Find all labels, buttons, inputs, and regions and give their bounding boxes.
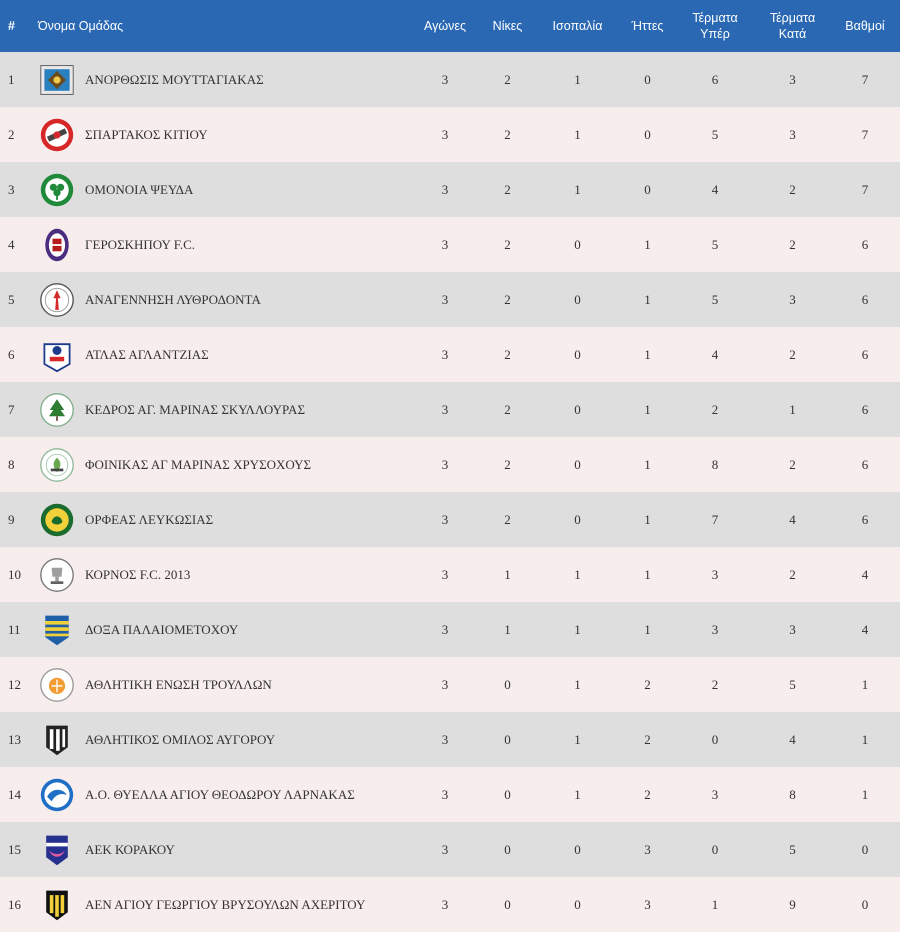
draws-cell: 0 xyxy=(574,236,581,252)
goals-against-cell: 5 xyxy=(789,841,796,857)
points-cell: 6 xyxy=(861,291,869,307)
points-cell: 7 xyxy=(861,126,869,142)
wins-cell: 2 xyxy=(504,71,511,87)
team-name[interactable]: ΑΘΛΗΤΙΚΗ ΕΝΩΣΗ ΤΡΟΥΛΛΩΝ xyxy=(85,676,272,692)
played-cell: 3 xyxy=(441,731,449,747)
team-name[interactable]: ΑΕΝ ΑΓΙΟΥ ΓΕΩΡΓΙΟΥ ΒΡΥΣΟΥΛΩΝ ΑΧΕΡΙΤΟΥ xyxy=(85,896,366,912)
team-cell[interactable] xyxy=(34,437,410,492)
played-cell: 3 xyxy=(441,346,449,362)
points-cell: 6 xyxy=(861,236,869,252)
table-row[interactable] xyxy=(0,217,900,272)
table-row[interactable] xyxy=(0,162,900,217)
rank-cell: 16 xyxy=(8,896,21,912)
draws-cell: 0 xyxy=(574,896,581,912)
team-name[interactable]: ΑΝΑΓΕΝΝΗΣΗ ΛΥΘΡΟΔΟΝΤΑ xyxy=(85,291,261,307)
points-cell: 0 xyxy=(861,896,869,912)
team-cell[interactable] xyxy=(34,602,410,657)
spartakos-crest-icon xyxy=(37,115,77,155)
header-goals-for-line2: Υπέρ xyxy=(700,27,730,41)
goals-against-cell: 1 xyxy=(789,401,796,417)
goals-against-cell: 5 xyxy=(789,676,796,692)
goals-for-cell: 0 xyxy=(711,731,719,747)
team-name[interactable]: ΦΟΙΝΙΚΑΣ ΑΓ ΜΑΡΙΝΑΣ ΧΡΥΣΟΧΟΥΣ xyxy=(85,456,312,472)
table-header-row xyxy=(0,0,900,52)
draws-cell: 0 xyxy=(574,346,581,362)
goals-for-cell: 3 xyxy=(711,786,719,802)
goals-against-cell: 3 xyxy=(789,126,796,142)
team-name[interactable]: ΣΠΑΡΤΑΚΟΣ ΚΙΤΙΟΥ xyxy=(85,126,208,142)
losses-cell: 1 xyxy=(644,456,651,472)
header-goals-against-line2: Κατά xyxy=(778,27,807,41)
omonoia-crest-icon xyxy=(37,170,77,210)
wins-cell: 2 xyxy=(504,236,511,252)
draws-cell: 1 xyxy=(574,786,581,802)
foinikas-crest-icon xyxy=(37,445,77,485)
header-rank[interactable]: # xyxy=(8,19,15,33)
table-row[interactable] xyxy=(0,767,900,822)
losses-cell: 1 xyxy=(644,511,651,527)
goals-for-cell: 3 xyxy=(711,566,719,582)
header-points[interactable]: Βαθμοί xyxy=(845,19,885,33)
points-cell: 6 xyxy=(861,456,869,472)
anagennisi-crest-icon xyxy=(37,280,77,320)
doxa-crest-icon xyxy=(37,610,77,650)
team-cell[interactable] xyxy=(34,327,410,382)
draws-cell: 1 xyxy=(574,731,581,747)
table-row[interactable] xyxy=(0,492,900,547)
rank-cell: 6 xyxy=(8,346,15,362)
points-cell: 1 xyxy=(861,676,869,692)
draws-cell: 1 xyxy=(574,126,581,142)
goals-for-cell: 2 xyxy=(711,676,719,692)
table-row[interactable] xyxy=(0,437,900,492)
team-name[interactable]: ΑΕΚ ΚΟΡΑΚΟΥ xyxy=(85,841,175,857)
header-draws[interactable]: Ισοπαλία xyxy=(552,19,603,33)
points-cell: 7 xyxy=(861,181,869,197)
team-name[interactable]: ΟΡΦΕΑΣ ΛΕΥΚΩΣΙΑΣ xyxy=(85,511,214,527)
losses-cell: 0 xyxy=(644,71,651,87)
team-cell[interactable] xyxy=(34,162,410,217)
played-cell: 3 xyxy=(441,126,449,142)
goals-for-cell: 8 xyxy=(711,456,719,472)
goals-against-cell: 9 xyxy=(789,896,796,912)
table-row[interactable] xyxy=(0,877,900,932)
table-row[interactable] xyxy=(0,602,900,657)
goals-for-cell: 5 xyxy=(711,126,719,142)
team-cell[interactable] xyxy=(34,272,410,327)
orfeas-crest-icon xyxy=(37,500,77,540)
points-cell: 7 xyxy=(861,71,869,87)
aek-korakou-crest-icon xyxy=(37,830,77,870)
header-wins[interactable]: Νίκες xyxy=(492,19,523,33)
points-cell: 4 xyxy=(861,566,869,582)
table-row[interactable] xyxy=(0,547,900,602)
wins-cell: 2 xyxy=(504,346,511,362)
draws-cell: 1 xyxy=(574,621,581,637)
goals-against-cell: 3 xyxy=(789,621,796,637)
rank-cell: 8 xyxy=(8,456,15,472)
team-cell[interactable] xyxy=(34,492,410,547)
goals-against-cell: 2 xyxy=(789,456,796,472)
wins-cell: 2 xyxy=(504,291,511,307)
table-row[interactable] xyxy=(0,272,900,327)
draws-cell: 1 xyxy=(574,71,581,87)
troulloi-crest-icon xyxy=(37,665,77,705)
played-cell: 3 xyxy=(441,236,449,252)
team-cell[interactable] xyxy=(34,52,410,107)
losses-cell: 3 xyxy=(644,896,651,912)
goals-for-cell: 7 xyxy=(711,511,719,527)
goals-for-cell: 6 xyxy=(711,71,719,87)
atlas-crest-icon xyxy=(37,335,77,375)
team-name[interactable]: ΚΟΡΝΟΣ F.C. 2013 xyxy=(85,566,191,582)
rank-cell: 11 xyxy=(8,621,21,637)
goals-against-cell: 8 xyxy=(789,786,796,802)
team-name[interactable]: ΔΟΞΑ ΠΑΛΑΙΟΜΕΤΟΧΟΥ xyxy=(85,621,239,637)
draws-cell: 0 xyxy=(574,401,581,417)
team-name[interactable]: Α.Ο. ΘΥΕΛΛΑ ΑΓΙΟΥ ΘΕΟΔΩΡΟΥ ΛΑΡΝΑΚΑΣ xyxy=(85,786,355,802)
header-goals-for[interactable] xyxy=(675,0,755,52)
goals-for-cell: 5 xyxy=(711,236,719,252)
played-cell: 3 xyxy=(441,786,449,802)
losses-cell: 0 xyxy=(644,181,651,197)
goals-against-cell: 4 xyxy=(789,731,796,747)
rank-cell: 5 xyxy=(8,291,15,307)
wins-cell: 0 xyxy=(504,786,511,802)
played-cell: 3 xyxy=(441,181,449,197)
losses-cell: 1 xyxy=(644,346,651,362)
aen-crest-icon xyxy=(37,885,77,925)
rank-cell: 14 xyxy=(8,786,21,802)
rank-cell: 3 xyxy=(8,181,15,197)
table-row[interactable] xyxy=(0,382,900,437)
points-cell: 1 xyxy=(861,731,869,747)
goals-for-cell: 0 xyxy=(711,841,719,857)
team-name[interactable]: ΟΜΟΝΟΙΑ ΨΕΥΔΑ xyxy=(85,181,194,197)
wins-cell: 0 xyxy=(504,731,511,747)
header-team-name[interactable]: Όνομα Ομάδας xyxy=(38,19,124,33)
goals-against-cell: 4 xyxy=(789,511,796,527)
team-name[interactable]: ΑΘΛΗΤΙΚΟΣ ΟΜΙΛΟΣ ΑΥΓΟΡΟΥ xyxy=(85,731,276,747)
team-name[interactable]: ΑΤΛΑΣ ΑΓΛΑΝΤΖΙΑΣ xyxy=(85,346,209,362)
anorthosis-crest-icon xyxy=(37,60,77,100)
draws-cell: 0 xyxy=(574,511,581,527)
played-cell: 3 xyxy=(441,511,449,527)
wins-cell: 2 xyxy=(504,126,511,142)
played-cell: 3 xyxy=(441,621,449,637)
kornos-crest-icon xyxy=(37,555,77,595)
losses-cell: 2 xyxy=(644,676,651,692)
table-row[interactable] xyxy=(0,52,900,107)
header-played[interactable]: Αγώνες xyxy=(424,19,466,33)
goals-for-cell: 4 xyxy=(711,181,719,197)
table-row[interactable] xyxy=(0,107,900,162)
rank-cell: 1 xyxy=(8,71,15,87)
table-row[interactable] xyxy=(0,712,900,767)
goals-against-cell: 3 xyxy=(789,71,796,87)
team-cell[interactable] xyxy=(34,217,410,272)
rank-cell: 9 xyxy=(8,511,15,527)
wins-cell: 2 xyxy=(504,181,511,197)
table-row[interactable] xyxy=(0,822,900,877)
losses-cell: 1 xyxy=(644,621,651,637)
draws-cell: 0 xyxy=(574,456,581,472)
draws-cell: 1 xyxy=(574,566,581,582)
played-cell: 3 xyxy=(441,566,449,582)
team-cell[interactable] xyxy=(34,547,410,602)
team-cell[interactable] xyxy=(34,382,410,437)
goals-against-cell: 2 xyxy=(789,346,796,362)
header-goals-for-line1: Τέρματα xyxy=(692,11,738,25)
losses-cell: 1 xyxy=(644,566,651,582)
losses-cell: 3 xyxy=(644,841,651,857)
team-name[interactable]: ΚΕΔΡΟΣ ΑΓ. ΜΑΡΙΝΑΣ ΣΚΥΛΛΟΥΡΑΣ xyxy=(85,401,306,417)
goals-against-cell: 2 xyxy=(789,566,796,582)
draws-cell: 0 xyxy=(574,291,581,307)
goals-against-cell: 2 xyxy=(789,181,796,197)
rank-cell: 13 xyxy=(8,731,21,747)
played-cell: 3 xyxy=(441,401,449,417)
losses-cell: 2 xyxy=(644,731,651,747)
team-cell[interactable] xyxy=(34,712,410,767)
avgorou-crest-icon xyxy=(37,720,77,760)
losses-cell: 1 xyxy=(644,401,651,417)
wins-cell: 2 xyxy=(504,401,511,417)
wins-cell: 2 xyxy=(504,511,511,527)
wins-cell: 1 xyxy=(504,566,511,582)
rank-cell: 4 xyxy=(8,236,15,252)
draws-cell: 0 xyxy=(574,841,581,857)
draws-cell: 1 xyxy=(574,676,581,692)
goals-for-cell: 5 xyxy=(711,291,719,307)
standings-body xyxy=(0,52,900,932)
wins-cell: 2 xyxy=(504,456,511,472)
points-cell: 6 xyxy=(861,401,869,417)
points-cell: 0 xyxy=(861,841,869,857)
goals-against-cell: 3 xyxy=(789,291,796,307)
wins-cell: 0 xyxy=(504,841,511,857)
team-cell[interactable] xyxy=(34,657,410,712)
kedros-crest-icon xyxy=(37,390,77,430)
played-cell: 3 xyxy=(441,456,449,472)
goals-for-cell: 3 xyxy=(711,621,719,637)
rank-cell: 12 xyxy=(8,676,21,692)
wins-cell: 0 xyxy=(504,676,511,692)
team-name[interactable]: ΓΕΡΟΣΚΗΠΟΥ F.C. xyxy=(85,236,196,252)
wins-cell: 1 xyxy=(504,621,511,637)
team-name[interactable]: ΑΝΟΡΘΩΣΙΣ ΜΟΥΤΤΑΓΙΑΚΑΣ xyxy=(85,71,264,87)
draws-cell: 1 xyxy=(574,181,581,197)
goals-against-cell: 2 xyxy=(789,236,796,252)
rank-cell: 7 xyxy=(8,401,15,417)
losses-cell: 0 xyxy=(644,126,651,142)
header-goals-against[interactable] xyxy=(755,0,830,52)
rank-cell: 15 xyxy=(8,841,21,857)
team-cell[interactable] xyxy=(34,877,410,932)
wins-cell: 0 xyxy=(504,896,511,912)
table-row[interactable] xyxy=(0,327,900,382)
rank-cell: 2 xyxy=(8,126,15,142)
team-cell[interactable] xyxy=(34,822,410,877)
played-cell: 3 xyxy=(441,71,449,87)
points-cell: 1 xyxy=(861,786,869,802)
goals-for-cell: 4 xyxy=(711,346,719,362)
header-goals-against-line1: Τέρματα xyxy=(769,11,816,25)
header-losses[interactable]: Ήττες xyxy=(631,19,664,33)
points-cell: 6 xyxy=(861,346,869,362)
played-cell: 3 xyxy=(441,676,449,692)
losses-cell: 1 xyxy=(644,291,651,307)
points-cell: 6 xyxy=(861,511,869,527)
thyella-crest-icon xyxy=(37,775,77,815)
played-cell: 3 xyxy=(441,841,449,857)
goals-for-cell: 1 xyxy=(711,896,719,912)
played-cell: 3 xyxy=(441,291,449,307)
rank-cell: 10 xyxy=(8,566,21,582)
losses-cell: 1 xyxy=(644,236,651,252)
table-row[interactable] xyxy=(0,657,900,712)
geroskipou-crest-icon xyxy=(37,225,77,265)
team-cell[interactable] xyxy=(34,767,410,822)
team-cell[interactable] xyxy=(34,107,410,162)
points-cell: 4 xyxy=(861,621,869,637)
played-cell: 3 xyxy=(441,896,449,912)
goals-for-cell: 2 xyxy=(711,401,719,417)
losses-cell: 2 xyxy=(644,786,651,802)
